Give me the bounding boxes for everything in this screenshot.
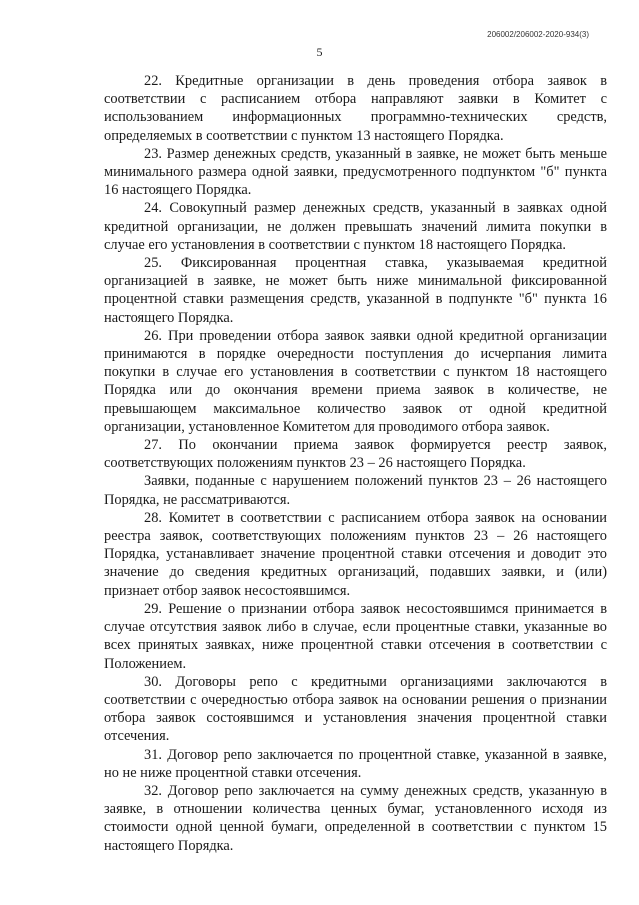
paragraph-25: 25. Фиксированная процентная ставка, указываемая кредитной организацией в заявке, не может быть ниже минимальной фиксированной процентной ставки размещения средств, указанной в подпункте "б" пункта 16 настоящего Порядка. — [104, 255, 607, 326]
paragraph-31: 31. Договор репо заключается по процентной ставке, указанной в заявке, но не ниже процентной ставки отсечения. — [104, 746, 607, 781]
paragraph-22: 22. Кредитные организации в день проведения отбора заявок в соответствии с расписанием отбора направляют заявки в Комитет с использованием информационных программно-технических средств, определяемых в соответствии с пунктом 13 настоящего Порядка. — [104, 73, 607, 144]
paragraph-32: 32. Договор репо заключается на сумму денежных средств, указанную в заявке, в отношении количества ценных бумаг, установленного исходя из стоимости одной ценной бумаги, определенной в соответствии с пунктом 15 настоящего Порядка. — [104, 782, 607, 854]
paragraph-24: 24. Совокупный размер денежных средств, указанный в заявках одной кредитной организации, не должен превышать значений лимита покупки в случае его установления в соответствии с пунктом 18 настоящего Порядка. — [104, 200, 607, 253]
paragraph-27: 27. По окончании приема заявок формируется реестр заявок, соответствующих положениям пунктов 23 – 26 настоящего Порядка. — [104, 437, 607, 472]
paragraph-23: 23. Размер денежных средств, указанный в заявке, не может быть меньше минимального размера одной заявки, предусмотренного подпунктом "б" пункта 16 настоящего Порядка. — [104, 145, 607, 199]
paragraph-26: 26. При проведении отбора заявок заявки одной кредитной организации принимаются в порядке очередности поступления до исчерпания лимита покупки в случае его установления в соответствии с пунктом 18 настоящего Порядка или до окончания времени приема заявок в количестве, не превышающем максимальное количество заявок от одной кредитной организации, установленное Комитетом для проводимого отбора заявок. — [104, 327, 607, 435]
paragraph-28: 28. Комитет в соответствии с расписанием отбора заявок на основании реестра заявок, соответствующих положениям пунктов 23 – 26 настоящего Порядка, устанавливает значение процентной ставки отсечения и доводит это значение до сведения кредитных организаций, подавших заявки, и (или) признает отбор заявок несостоявшимся. — [104, 509, 607, 599]
document-id: 206002/206002-2020-934(3) — [487, 30, 589, 39]
page-number: 5 — [316, 45, 323, 59]
document-body — [104, 72, 607, 855]
paragraph-30: 30. Договоры репо с кредитными организациями заключаются в соответствии с очередностью отбора заявок на основании решения о признании отбора заявок состоявшимся и установления значения процентной ставки отсечения. — [104, 673, 607, 745]
paragraph-29: 29. Решение о признании отбора заявок несостоявшимся принимается в случае отсутствия заявок либо в случае, если процентные ставки, указанные во всех принятых заявках, ниже процентной ставки отсечения в соответствии с Положением. — [104, 600, 607, 672]
paragraph-27-note: Заявки, поданные с нарушением положений пунктов 23 – 26 настоящего Порядка, не рассматриваются. — [104, 473, 607, 508]
